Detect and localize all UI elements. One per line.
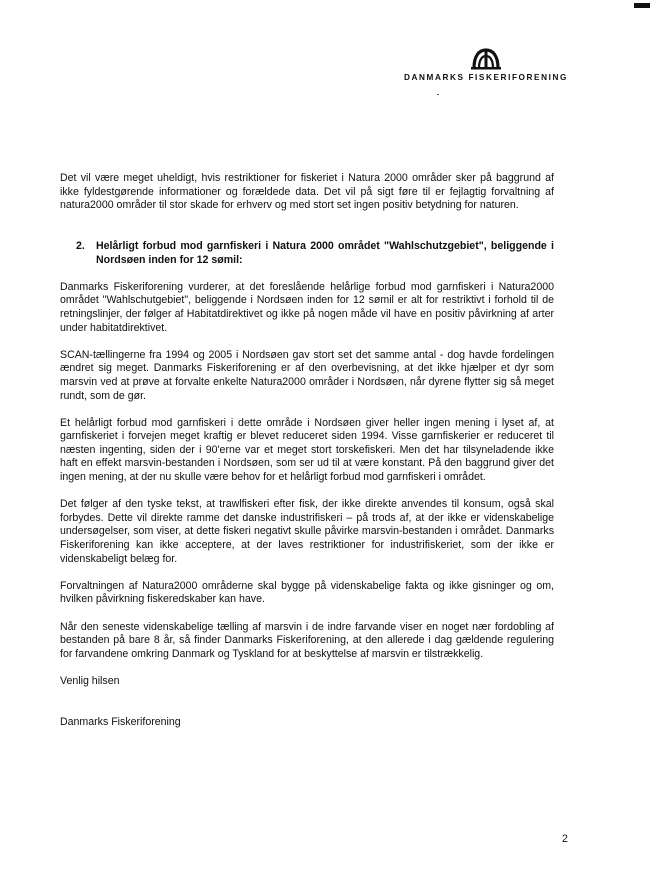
paragraph: SCAN-tællingerne fra 1994 og 2005 i Nordsøen gav stort set det samme antal - dog havde fordelingen ændret sig meget. Danmarks Fiskeriforening er af den overbevisning, at det ikke hjælper et dyr som marsvin ved at prøve at forvalte enkelte Natura2000 områder i Nordsøen, når dyrene flytter sig så meget rundt, som de gør. xyxy=(60,348,554,402)
section-title: Helårligt forbud mod garnfiskeri i Natura 2000 området "Wahlschutzgebiet", beliggende i Nordsøen inden for 12 sømil: xyxy=(96,239,554,266)
letter-body xyxy=(60,172,554,743)
signature: Danmarks Fiskeriforening xyxy=(60,715,181,728)
letterhead-logo xyxy=(386,48,586,82)
organization-name: DANMARKS FISKERIFORENING xyxy=(404,73,568,82)
section-number: 2. xyxy=(76,239,85,252)
paragraph: Forvaltningen af Natura2000 områderne skal bygge på videnskabelige fakta og ikke gisninger og om, hvilken påvirkning fiskeredskaber kan have. xyxy=(60,579,554,606)
intro-paragraph: Det vil være meget uheldigt, hvis restriktioner for fiskeriet i Natura 2000 områder sker på baggrund af ikke fyldestgørende informationer og forældede data. Det vil på sigt føre til er fejlagtig forvaltning af natura2000 områder til stor skade for erhverv og med stort set ingen positiv betydning for naturen. xyxy=(60,172,554,212)
paragraph: Det følger af den tyske tekst, at trawlfiskeri efter fisk, der ikke direkte anvendes til konsum, også skal forbydes. Dette vil direkte ramme det danske industrifiskeri – på trods af, at der ikke er videnskabelige undersøgelser, som viser, at dette fiskeri negativt skulle påvirke marsvin-bestanden i området. Danmarks Fiskeriforening kan ikke acceptere, at der laves restriktioner for industrifiskeriet, som der ikke er videnskabeligt belæg for. xyxy=(60,498,554,565)
fish-hook-logo-icon xyxy=(471,48,501,70)
corner-mark xyxy=(634,3,650,8)
paragraph: Danmarks Fiskeriforening vurderer, at det foreslående helårlige forbud mod garnfiskeri i Natura2000 området "Wahlschutgebiet", beliggende i Nordsøen inden for 12 sømil er alt for restriktivt i forhold til de retningslinjer, der følger af Habitatdirektivet og ikke på nogen måde vil have en positiv påvirkning af arter under habitatdirektivet. xyxy=(60,280,554,334)
closing-salutation: Venlig hilsen xyxy=(60,674,120,687)
section-heading xyxy=(60,240,554,267)
logo-dot xyxy=(437,94,439,95)
paragraph: Et helårligt forbud mod garnfiskeri i dette område i Nordsøen giver heller ingen mening i lyset af, at garnfiskeriet i forvejen meget kraftig er blevet reduceret siden 1994. Visse garnfiskerier er reduceret til næsten ingenting, siden der i 90'erne var et meget stort torskefiskeri. Men det har tilsyneladende ikke haft en effekt marsvin-bestanden i Nordsøen, som ser ud til at være konstant. På den baggrund giver det ingen mening, at der nu skulle være behov for et helårligt forbud mod garnfiskeri i området. xyxy=(60,416,554,484)
paragraph: Når den seneste videnskabelige tælling af marsvin i de indre farvande viser en noget nær fordobling af bestanden på bare 8 år, så finder Danmarks Fiskeriforening, at den allerede i dag gældende regulering for farvandene omkring Danmark og Tyskland for at beskyttelse af marsvin er tilstrækkelig. xyxy=(60,620,554,660)
page-number: 2 xyxy=(562,833,568,845)
